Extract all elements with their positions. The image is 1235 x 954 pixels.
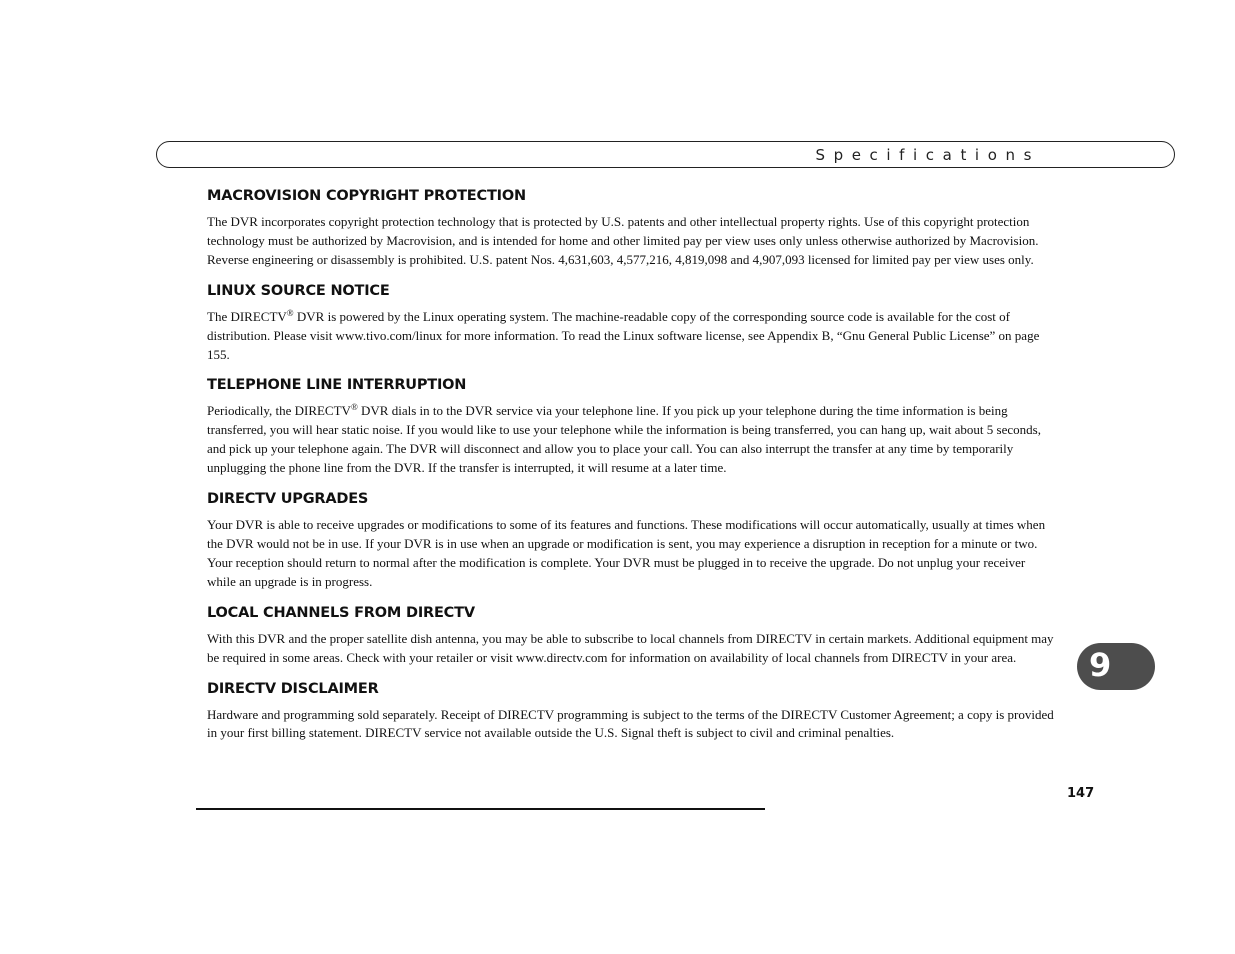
body-text-rest: DVR dials in to the DVR service via your telephone line. If you pick up your telephone during the time information is being transferred, you will hear static noise. If you would like to use your telephone while the information is being transferred, you can hang up, wait about 5 seconds, and pick up your telephone again. The DVR will disconnect and allow you to place your call. You can also interrupt the transfer at any time by temporarily unplugging the phone line from the DVR. If the transfer is interrupted, it will resume at a later time. xyxy=(207,403,1041,476)
section-disclaimer xyxy=(207,679,1057,744)
section-macrovision xyxy=(207,186,1057,270)
section-body: Hardware and programming sold separately. Receipt of DIRECTV programming is subject to the terms of the DIRECTV Customer Agreement; a copy is provided in your first billing statement. DIRECTV service not available outside the U.S. Signal theft is subject to civil and criminal penalties. xyxy=(207,706,1054,741)
section-linux-source xyxy=(207,281,1057,365)
section-body: With this DVR and the proper satellite dish antenna, you may be able to subscribe to local channels from DIRECTV in certain markets. Additional equipment may be required in some areas. Check with your retailer or visit www.directv.com for information on availability of local channels from DIRECTV in your area. xyxy=(207,630,1054,665)
section-body: The DVR incorporates copyright protection technology that is protected by U.S. patents and other intellectual property rights. Use of this copyright protection technology must be authorized by Macrovision, and is intended for home and other limited pay per view uses only unless otherwise authorized by Macrovision. Reverse engineering or disassembly is prohibited. U.S. patent Nos. 4,631,603, 4,577,216, 4,819,098 and 4,907,093 licensed for limited pay per view uses only. xyxy=(207,214,1039,267)
section-telephone-line xyxy=(207,375,1057,478)
chapter-tab xyxy=(1077,643,1155,690)
section-heading: LINUX SOURCE NOTICE xyxy=(207,282,390,299)
section-heading: DIRECTV UPGRADES xyxy=(207,491,369,508)
section-upgrades xyxy=(207,489,1057,592)
page-number: 147 xyxy=(1067,786,1095,801)
section-local-channels xyxy=(207,603,1057,668)
chapter-number: 9 xyxy=(1089,646,1112,684)
section-heading: TELEPHONE LINE INTERRUPTION xyxy=(207,377,467,394)
section-heading: LOCAL CHANNELS FROM DIRECTV xyxy=(207,604,475,621)
section-body xyxy=(207,402,1057,478)
body-text-start: The DIRECTV xyxy=(207,308,287,324)
section-heading: DIRECTV DISCLAIMER xyxy=(207,680,379,697)
page-content xyxy=(207,186,1057,754)
body-text-start: Periodically, the DIRECTV xyxy=(207,403,351,419)
section-body: Your DVR is able to receive upgrades or modifications to some of its features and functions. These modifications will occur automatically, usually at times when the DVR would not be in use. If your DVR is in use when an upgrade or modification is sent, you may experience a disruption in reception for a minute or two. Your reception should return to normal after the modification is complete. Your DVR must be plugged in to receive the upgrade. Do not unplug your receiver while an upgrade is in progress. xyxy=(207,517,1046,589)
section-heading: MACROVISION COPYRIGHT PROTECTION xyxy=(207,188,526,204)
body-text-rest: DVR is powered by the Linux operating system. The machine-readable copy of the corresponding source code is available for the cost of distribution. Please visit www.tivo.com/linux for more information. To read the Linux software license, see Appendix B, “Gnu General Public License” on page 155. xyxy=(207,308,1040,362)
footer-rule xyxy=(196,808,765,810)
section-body xyxy=(207,308,1057,365)
registered-mark: ® xyxy=(350,402,358,413)
chapter-header-bar xyxy=(156,141,1175,168)
chapter-title: Specifications xyxy=(815,146,1040,164)
registered-mark: ® xyxy=(286,307,294,318)
